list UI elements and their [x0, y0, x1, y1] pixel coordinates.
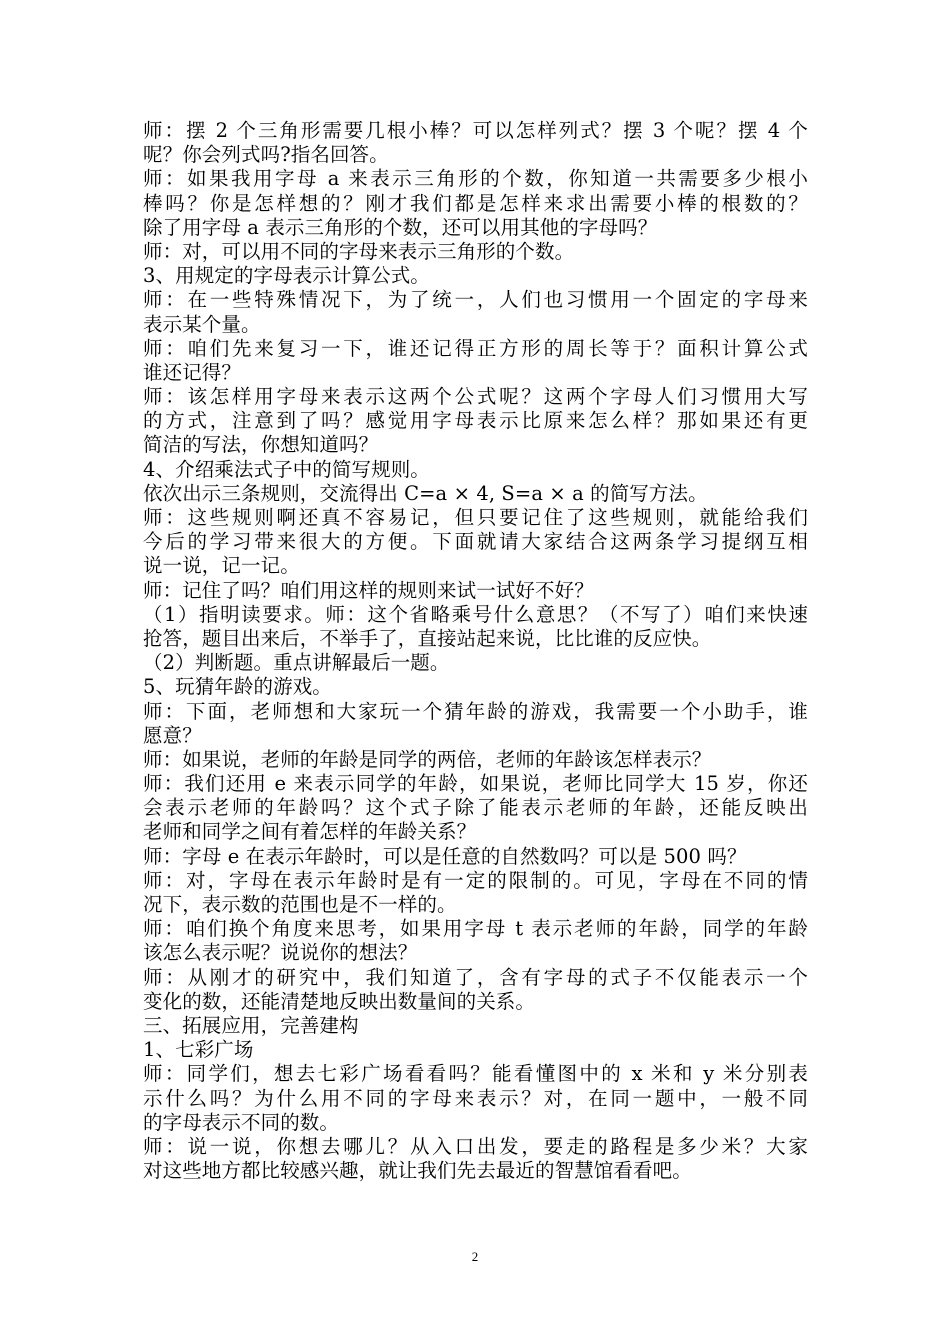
paragraph [143, 458, 808, 482]
text-line: 除了用字母 a 表示三角形的个数，还可以用其他的字母吗？ [143, 215, 658, 239]
text-line: 师：记住了吗？咱们用这样的规则来试一试好不好？ [143, 578, 594, 602]
text-line: 师：说一说，你想去哪儿？从入口出发，要走的路程是多少米？大家 [143, 1134, 808, 1158]
text-line: （2）判断题。重点讲解最后一题。 [143, 651, 450, 675]
paragraph [143, 240, 808, 264]
text-line: 愿意？ [143, 723, 202, 747]
text-line: 况下，表示数的范围也是不一样的。 [143, 893, 457, 916]
text-line: 师：字母 e 在表示年龄时，可以是任意的自然数吗？可以是 500 吗？ [143, 844, 747, 868]
page-number: 2 [471, 1249, 479, 1264]
text-line: 师：这些规则啊还真不容易记，但只要记住了这些规则，就能给我们 [143, 506, 808, 529]
text-line: 表示某个量。 [143, 312, 261, 336]
text-line: 会表示老师的年龄吗？这个式子除了能表示老师的年龄，还能反映出 [143, 796, 808, 820]
text-line: 呢？你会列式吗?指名回答。 [143, 143, 389, 167]
paragraph [143, 337, 808, 385]
paragraph [143, 1014, 808, 1038]
text-line: 师：如果我用字母 a 来表示三角形的个数，你知道一共需要多少根小 [143, 167, 808, 191]
text-line: 师：对，可以用不同的字母来表示三角形的个数。 [143, 239, 575, 263]
paragraph [143, 1062, 808, 1135]
text-line: 师：如果说，老师的年龄是同学的两倍，老师的年龄该怎样表示？ [143, 747, 712, 771]
text-line: 师：同学们，想去七彩广场看看吗？能看懂图中的 x 米和 y 米分别表 [143, 1062, 808, 1086]
paragraph [143, 506, 808, 579]
paragraph [143, 748, 808, 772]
paragraph [143, 482, 808, 506]
paragraph [143, 966, 808, 1014]
text-line: （1）指明读要求。师：这个省略乘号什么意思？（不写了）咱们来快速 [143, 602, 808, 626]
paragraph [143, 603, 808, 651]
paragraph [143, 675, 808, 699]
text-line: 示什么吗？为什么用不同的字母来表示？对，在同一题中，一般不同 [143, 1086, 808, 1110]
text-line: 师：下面，老师想和大家玩一个猜年龄的游戏，我需要一个小助手，谁 [143, 699, 808, 723]
text-line: 师：该怎样用字母来表示这两个公式呢？这两个字母人们习惯用大写 [143, 385, 808, 409]
text-line: 4、介绍乘法式子中的简写规则。 [143, 457, 430, 481]
text-line: 棒吗？你是怎样想的？刚才我们都是怎样来求出需要小棒的根数的？ [143, 191, 808, 215]
text-line: 的字母表示不同的数。 [143, 1110, 340, 1134]
text-line: 谁还记得？ [143, 360, 242, 384]
paragraph [143, 845, 808, 869]
paragraph [143, 772, 808, 845]
text-line: 5、玩猜年龄的游戏。 [143, 675, 332, 699]
text-line: 抢答，题目出来后，不举手了，直接站起来说，比比谁的反应快。 [143, 626, 712, 650]
text-line: 该怎么表示呢？说说你的想法？ [143, 941, 418, 965]
paragraph [143, 1135, 808, 1183]
text-line: 师：在一些特殊情况下，为了统一，人们也习惯用一个固定的字母来 [143, 288, 808, 312]
text-line: 1、七彩广场 [143, 1038, 254, 1062]
paragraph [143, 869, 808, 917]
paragraph [143, 579, 808, 603]
paragraph [143, 1038, 808, 1062]
text-line: 师：咱们先来复习一下，谁还记得正方形的周长等于？面积计算公式 [143, 336, 808, 360]
text-line: 3、用规定的字母表示计算公式。 [143, 264, 430, 288]
text-line: 三、拓展应用，完善建构 [143, 1013, 359, 1037]
text-line: 师：对，字母在表示年龄时是有一定的限制的。可见，字母在不同的情 [143, 868, 808, 892]
text-line: 的方式，注意到了吗？感觉用字母表示比原来怎么样？那如果还有更 [143, 409, 808, 433]
text-line: 依次出示三条规则，交流得出 C=a × 4, S=a × a 的简写方法。 [143, 481, 708, 505]
text-line: 师：从刚才的研究中，我们知道了，含有字母的式子不仅能表示一个 [143, 965, 808, 989]
text-line: 变化的数，还能清楚地反映出数量间的关系。 [143, 989, 536, 1013]
text-line: 简洁的写法，你想知道吗？ [143, 433, 379, 457]
paragraph [143, 917, 808, 965]
paragraph [143, 119, 808, 167]
text-line: 师：摆 2 个三角形需要几根小棒？可以怎样列式？摆 3 个呢？摆 4 个 [143, 119, 808, 142]
text-line: 老师和同学之间有着怎样的年龄关系？ [143, 820, 477, 844]
text-line: 今后的学习带来很大的方便。下面就请大家结合这两条学习提纲互相 [143, 530, 808, 554]
paragraph [143, 288, 808, 336]
text-line: 师：我们还用 e 来表示同学的年龄，如果说，老师比同学大 15 岁，你还 [143, 772, 808, 796]
paragraph [143, 385, 808, 458]
text-line: 师：咱们换个角度来思考，如果用字母 t 表示老师的年龄，同学的年龄 [143, 917, 808, 941]
paragraph [143, 651, 808, 675]
document-body [143, 119, 808, 1183]
text-line: 对这些地方都比较感兴趣，就让我们先去最近的智慧馆看看吧。 [143, 1159, 692, 1183]
paragraph [143, 264, 808, 288]
paragraph [143, 700, 808, 748]
paragraph [143, 167, 808, 240]
text-line: 说一说，记一记。 [143, 554, 300, 578]
